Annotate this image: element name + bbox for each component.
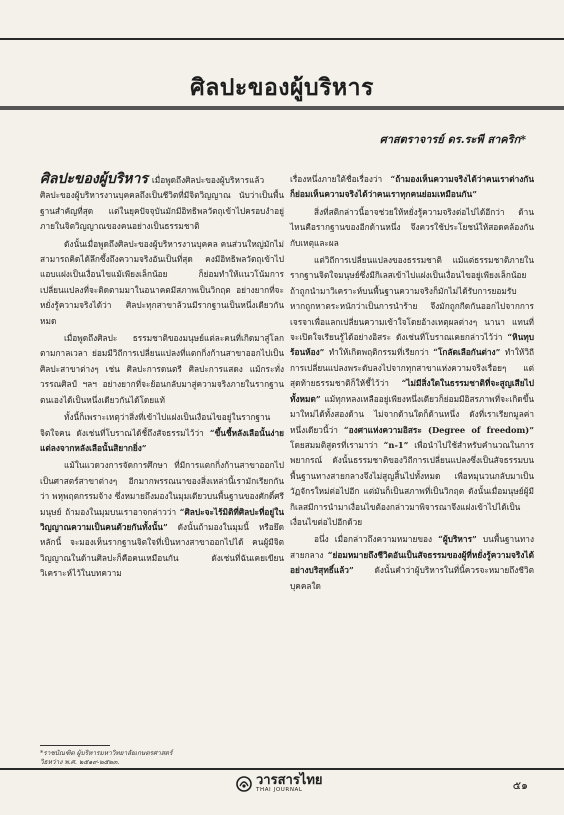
left-column <box>40 172 284 740</box>
paragraph-text: แม้ทุกหลงเหลืออยู่เพียงหนึ่งเดียวก็ย่อมมีอิสรภาพที่จะเกิดขึ้นมาใหม่ได้ทั้งสองด้าน ไม่จากด้านใดก็ด้านหนึ่ง ดังที่เราเรียกมูลค่าหนึ่งเดียวนี้ว่า <box>290 393 534 435</box>
proverb-quote: “โกลัดเลือกันต่าง” <box>433 347 501 358</box>
brand-name: วารสารไทย <box>256 773 323 788</box>
bottom-rule <box>0 768 564 770</box>
proverb-quote: “หินทุบร้อนห้อง” <box>290 332 535 358</box>
paragraph: เมื่อพูดถึงศิลปะ ธรรมชาติของมนุษย์แต่ละคนที่เกิดมาสู่โลกตามกาลเวลา ย่อมมีวิถีการเปลี่ยนแปลงที่แตกกิ่งก้านสาขาออกไปเป็นศิลปะสาขาต่างๆ เช่น ศิลปะการดนตรี ศิลปะการแสดง แม้กระทั่งวรรณศิลป์ ฯลฯ อย่างยากที่จะย้อนกลับมาสู่ความจริงภายในรากฐานตนเองได้เป็นหนึ่งเดียวกันได้โดยแท้ <box>40 333 284 405</box>
paragraph-text: ทั้งนี้ก็เพราะเหตุว่าสิ่งที่เข้าไปแฝงเป็นเงื่อนไขอยู่ในรากฐานจิตใจคน ดังเช่นที่โบราณได้ชี้ถึงสัจธรรมไว้ว่า <box>40 412 271 438</box>
paragraph-text: อนึ่ง เมื่อกล่าวถึงความหมายของ <box>314 534 433 545</box>
article-title: ศิลปะของผู้บริหาร <box>190 74 374 102</box>
emphasis-quote: “ย่อมหมายถึงชีวิตอันเป็นสัจธรรมของผู้ที่หยั่งรู้ความจริงได้อย่างบริสุทธิ์แล้ว” <box>290 549 534 576</box>
paragraph <box>40 172 284 235</box>
title-rule <box>0 106 564 110</box>
paragraph-text: ดังนั้นคำว่าผู้บริหารในที่นี้ควรจะหมายถึงชีวิตบุคคลใด <box>290 565 534 591</box>
journal-brand <box>236 774 323 794</box>
paragraph-text: ทำให้เกิดพฤติกรรมที่เรียกว่า <box>328 347 429 358</box>
paragraph-text: ทำให้วิถีการเปลี่ยนแปลงพระดับลงไปจากทุกสาขาแห่งความจริงเรื่อยๆ แต่สุดท้ายธรรมชาติก็ให้ชี้ไว้ว่า <box>290 347 535 389</box>
paragraph-text: ดังนั้นถ้ามองในมุมนี้ หรือยึดหลักนี้ จะมองเห็นรากฐานจิตใจที่เป็นทางสาขาออกไปได้ คนผู้มีจิตวิญญาณในด้านศิลปะก็คือคนเหมือนกัน ดังเช่นที่ฉันเคยเขียนวิเคราะห์ไว้ในบทความ <box>40 521 284 579</box>
paragraph <box>290 172 534 203</box>
section-lead-title: ศิลปะของผู้บริหาร <box>40 171 148 187</box>
formula-quote: “n-1” <box>383 439 409 450</box>
brand-subtitle: THAI JOURNAL <box>256 787 303 793</box>
paragraph: ดังนั้นเมื่อพูดถึงศิลปะของผู้บริหารงานบุคคล คนส่วนใหญ่มักไม่สามารถคิดได้ลึกซึ้งถึงความจริงอันเป็นที่สุด คงมีอิทธิพลวัตถุเข้าไปแอบแฝงเป็นเงื่อนไขแม้เพียงเล็กน้อย ก็ย่อมทำให้แนวโน้มการเปลี่ยนแปลงที่จะติดตามมาในอนาคตมีสภาพเป็นวิกฤต อย่างยากที่จะหยั่งรู้ความจริงได้ว่า ศิลปะทุกสาขาล้วนมีรากฐานเป็นหนึ่งเดียวกันหมด <box>40 238 284 326</box>
page-number: ๕๑ <box>512 779 528 792</box>
paragraph <box>290 253 534 530</box>
paragraph-text: เพื่อนำไปใช้สำหรับคำนวณในการพยากรณ์ ดังนั้นธรรมชาติของวิถีการเปลี่ยนแปลงซึ่งเป็นสัจธรรมบนพื้นฐานทางสายกลางจึงไม่สูญสิ้นไปทั้งหมด เพื่อหมุนวนกลับมาเป็นวัฏจักรใหม่ต่อไปอีก แต่มันก็เป็นสภาพที่เป็นวิกฤต ดังนั้นเมื่อมนุษย์ผู้มีกิเลสมีการนำมาเงื่อนไขต้องกล่าวมาพิจารณาจึงแฝงเข้าไปได้เป็นเงื่อนไขต่อไปอีกด้วย <box>290 439 534 527</box>
emphasis-quote: “ศิลปะจะไร้มิติที่ศิลปะที่อยู่ในวิญญาณความเป็นคนด้วยกันทั้งนั้น” <box>40 506 284 532</box>
right-column <box>290 172 534 732</box>
footnote <box>40 749 286 767</box>
footnote-line: *ราชบัณฑิต ผู้บริหารมหาวิทยาลัยเกษตรศาสตร์ <box>40 749 173 757</box>
paragraph-text: บนพื้นฐานทางสายกลาง <box>290 534 535 560</box>
paragraph <box>40 410 284 456</box>
proverb-quote: “ขึ้นชี้หลังเลือนั้นง่าย แต่ลงจากหลังเลือนั้นสิยากยิ่ง” <box>40 427 284 453</box>
paragraph <box>290 532 534 594</box>
top-rule <box>0 38 564 40</box>
paragraph-text: เมื่อพูดถึงศิลปะของผู้บริหารแล้ว ศิลปะของผู้บริหารงานบุคคลถึงเป็นชีวิตที่มีจิตวิญญาณ นับว่าเป็นพื้นฐานสำคัญที่สุด แต่ในยุคปัจจุบันมักมีอิทธิพลวัตถุเข้าไปครอบงำอยู่ภายในจิตวิญญาณของคนอย่างเป็นธรรมชาติ <box>40 175 284 232</box>
term-quote: “ผู้บริหาร” <box>438 534 477 545</box>
paragraph: สิ่งที่สติกล่าวนี้อาจช่วยให้หยั่งรู้ความจริงต่อไปได้อีกว่า ด้านไหนคือรากฐานของอีกด้านหนึ่ง จึงควรใช้ประโยชน์ให้สอดคล้องกันกับเหตุและผล <box>290 206 534 248</box>
paragraph <box>40 458 284 581</box>
emphasis-quote: “ถ้ามองเห็นความจริงได้ว่าคนเราต่างกัน ก็ย่อมเห็นความจริงได้ว่าคนเราทุกคนย่อมเหมือนกัน” <box>290 174 534 200</box>
footnote-rule <box>40 745 110 746</box>
paragraph-text: แม้ในแวดวงการจัดการศึกษา ที่มีการแตกกิ่งก้านสาขาออกไปเป็นศาสตร์สาขาต่างๆ อีกมากพรรณนาของสิ่งเหล่านี้เรามักเรียกกันว่า พหุพฤตกรรมจ้าง ซึ่งหมายถึงมองในมุมเดียวบนพื้นฐานของศักดิ์ศรีมนุษย์ ถ้ามองในมุมบนเราอาจกล่าวว่า <box>40 460 284 517</box>
paragraph-text: โดยสมมติสูตรที่เรามาว่า <box>290 439 378 450</box>
author-line: ศาสตราจารย์ ดร.ระพี สาคริก* <box>379 133 526 146</box>
emphasis-quote: “ไม่มีสิ่งใดในธรรมชาติที่จะสูญเสียไปทั้งหมด” <box>290 378 534 404</box>
paragraph-text: แต่วิถีการเปลี่ยนแปลงของธรรมชาติ แม้แต่ธรรมชาติภายในรากฐานจิตใจมนุษย์ซึ่งมีกิเลสเข้าไปแฝงเป็นเงื่อนไขอยู่เพียงเล็กน้อย ถ้าถูกนำมาวิเคราะห์บนพื้นฐานความจริงก็มักไม่ได้รับการยอมรับ หากถูกหาตระหนักว่าเป็นการนำร้าย จึงมักถูกกีดกันออกไปจากการเจรจาเพื่อแลกเปลี่ยนความเข้าใจโดยอ้างเหตุผลต่างๆ นานา แทนที่จะเปิดใจเรียนรู้ได้อย่างอิสระ ดังเช่นที่โบราณเคยกล่าวไว้ว่า <box>290 255 534 343</box>
term-quote: “องศาแห่งความอิสระ (Degree of freedom)” <box>343 424 534 435</box>
paragraph-text: เรื่องหนึ่งภายใต้ชื่อเรื่องว่า <box>290 174 383 184</box>
journal-logo-icon <box>236 776 252 792</box>
footnote-line: วิธหว่าง พ.ศ. ๒๕๑๙-๒๕๒๓. <box>40 758 120 766</box>
